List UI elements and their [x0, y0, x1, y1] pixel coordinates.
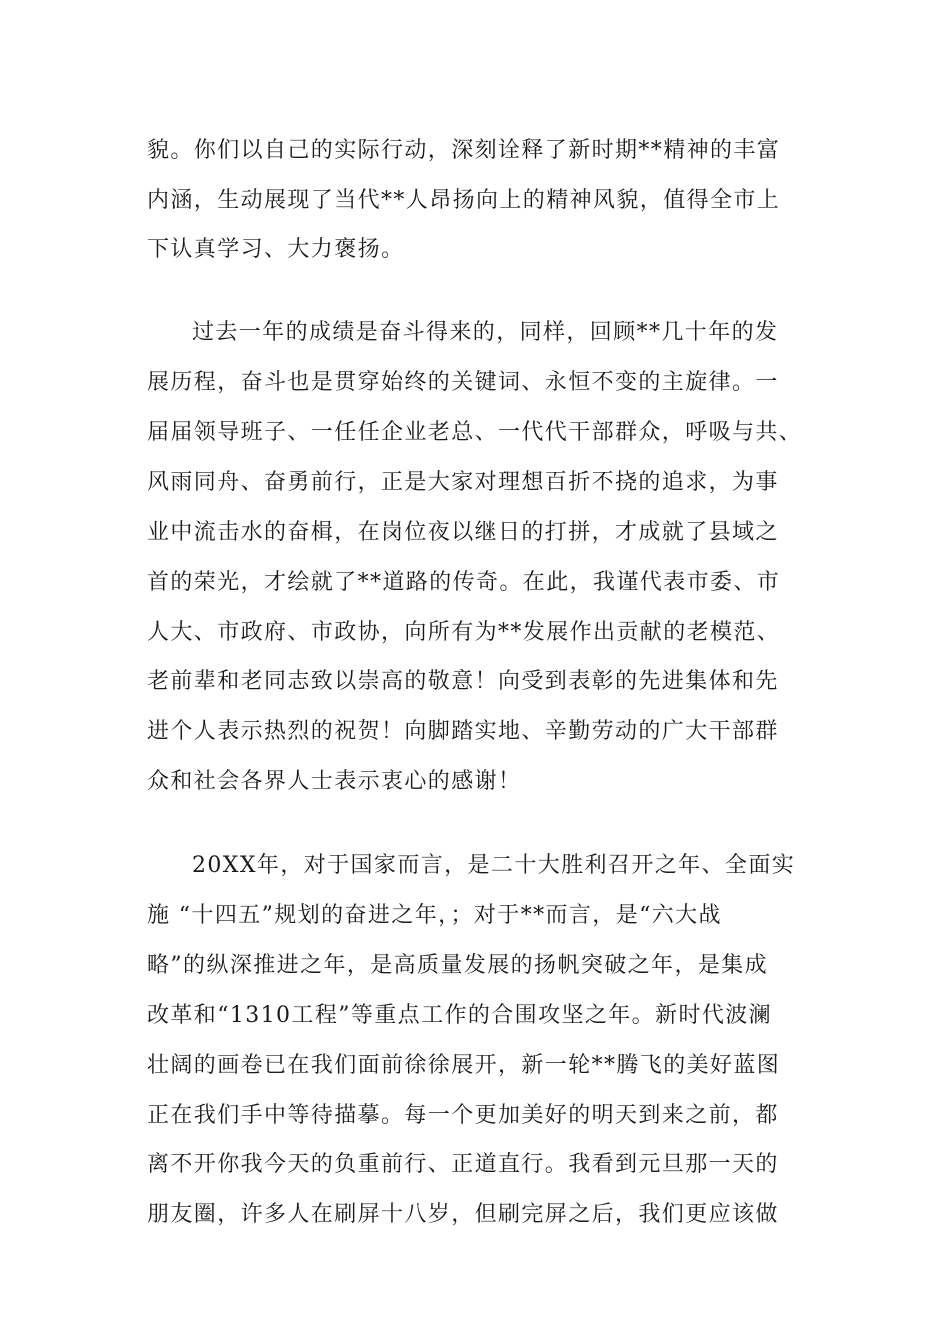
text-line: 20XX年，对于国家而言，是二十大胜利召开之年、全面实 [192, 853, 796, 878]
text-line: 老前辈和老同志致以崇高的敬意！向受到表彰的先进集体和先 [147, 669, 779, 694]
text-line: 内涵，生动展现了当代**人昂扬向上的精神风貌，值得全市上 [147, 188, 781, 213]
text-line: 人大、市政府、市政协，向所有为**发展作出贡献的老模范、 [147, 620, 781, 645]
text-line: 业中流击水的奋楫，在岗位夜以继日的打拼，才成就了县域之 [147, 520, 779, 545]
text-line: 众和社会各界人士表示衷心的感谢！ [147, 769, 522, 794]
text-line: 离不开你我今天的负重前行、正道直行。我看到元旦那一天的 [147, 1152, 779, 1177]
text-line: 过去一年的成绩是奋斗得来的，同样，回顾**几十年的发 [192, 320, 779, 345]
text-line: 下认真学习、大力褒扬。 [147, 237, 405, 262]
text-line: 进个人表示热烈的祝贺！向脚踏实地、辛勤劳动的广大干部群 [147, 719, 779, 744]
text-line: 貌。你们以自己的实际行动，深刻诠释了新时期**精神的丰富 [147, 138, 781, 163]
text-line: 届届领导班子、一任任企业老总、一代代干部群众，呼吸与共、 [147, 420, 803, 445]
text-line: 改革和“1310工程”等重点工作的合围攻坚之年。新时代波澜 [147, 1003, 773, 1028]
text-line: 首的荣光，才绘就了**道路的传奇。在此，我谨代表市委、市 [147, 570, 781, 595]
text-line: 壮阔的画卷已在我们面前徐徐展开，新一轮**腾飞的美好蓝图 [147, 1053, 781, 1078]
text-line: 展历程，奋斗也是贯穿始终的关键词、永恒不变的主旋律。一 [147, 370, 779, 395]
text-line: 风雨同舟、奋勇前行，正是大家对理想百折不挠的追求，为事 [147, 470, 779, 495]
text-line: 正在我们手中等待描摹。每一个更加美好的明天到来之前，都 [147, 1103, 779, 1128]
text-line: 略”的纵深推进之年，是高质量发展的扬帆突破之年，是集成 [147, 953, 769, 978]
text-line: 施 “十四五”规划的奋进之年，；对于**而言，是“六大战 [147, 903, 722, 928]
text-line: 朋友圈，许多人在刷屏十八岁，但刷完屏之后，我们更应该做 [147, 1202, 779, 1227]
